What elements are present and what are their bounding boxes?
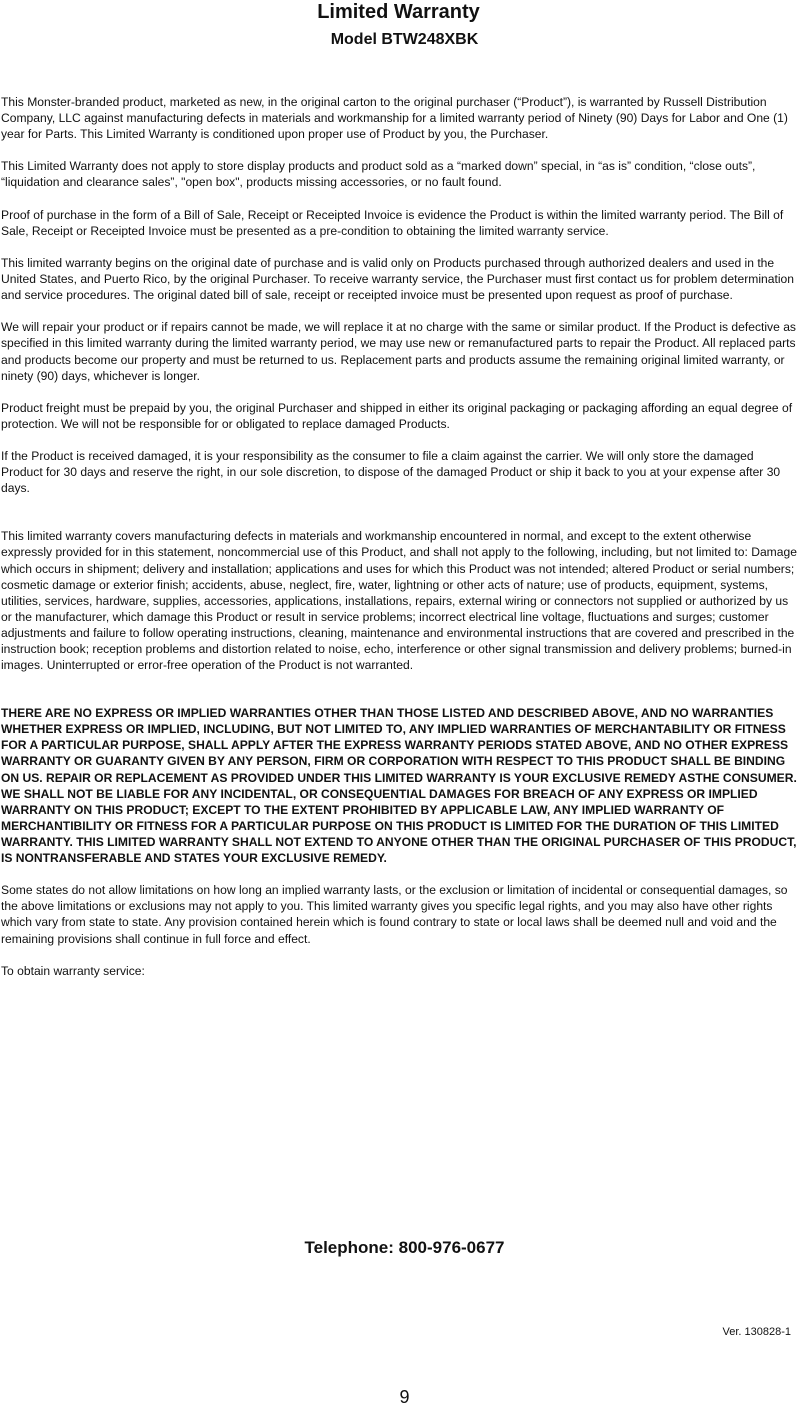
- warranty-body: [1, 94, 797, 995]
- paragraph-obtain-service: To obtain warranty service:: [1, 963, 145, 978]
- paragraph-disclaimer: THERE ARE NO EXPRESS OR IMPLIED WARRANTIES OTHER THAN THOSE LISTED AND DESCRIBED ABOVE, AND NO WARRANTIES WHETHER EXPRESS OR IMPLIED, INCLUDING, BUT NOT LIMITED TO, ANY IMPLIED WARRANTIES OF MERCHANTABILITY OR FITNESS FOR A PARTICULAR PURPOSE, SHALL APPLY AFTER THE EXPRESS WARRANTY PERIODS STATED ABOVE, AND NO OTHER EXPRESS WARRANTY OR GUARANTY GIVEN BY ANY PERSON, FIRM OR CORPORATION WITH RESPECT TO THIS PRODUCT SHALL BE BINDING ON US. REPAIR OR REPLACEMENT AS PROVIDED UNDER THIS LIMITED WARRANTY IS YOUR EXCLUSIVE REMEDY ASTHE CONSUMER. WE SHALL NOT BE LIABLE FOR ANY INCIDENTAL, OR CONSEQUENTIAL DAMAGES FOR BREACH OF ANY EXPRESS OR IMPLIED WARRANTY ON THIS PRODUCT; EXCEPT TO THE EXTENT PROHIBITED BY APPLICABLE LAW, ANY IMPLIED WARRANTY OF MERCHANTIBILITY OR FITNESS FOR A PARTICULAR PURPOSE ON THIS PRODUCT IS LIMITED FOR THE DURATION OF THIS LIMITED WARRANTY. THIS LIMITED WARRANTY SHALL NOT EXTEND TO ANYONE OTHER THAN THE ORIGINAL PURCHASER OF THIS PRODUCT, IS NONTRANSFERABLE AND STATES YOUR EXCLUSIVE REMEDY.: [1, 706, 797, 866]
- telephone-number: Telephone: 800-976-0677: [304, 1238, 505, 1257]
- paragraph-warranty-start: This limited warranty begins on the original date of purchase and is valid only on Products purchased through authorized dealers and used in the United States, and Puerto Rico, by the original Purchaser. To receive warranty service, the Purchaser must first contact us for problem determination and service procedures. The original dated bill of sale, receipt or receipted invoice must be presented upon request as proof of purchase.: [1, 255, 794, 303]
- model-number: Model BTW248XBK: [330, 31, 479, 48]
- paragraph-freight: Product freight must be prepaid by you, the original Purchaser and shipped in either its original packaging or packaging affording an equal degree of protection. We will not be responsible for or obligated to replace damaged Products.: [1, 400, 793, 431]
- paragraph-exclusions-display: This Limited Warranty does not apply to store display products and product sold as a “marked down” special, in “as is” condition, “close outs”, “liquidation and clearance sales”, "open box", products missing accessories, or no fault found.: [1, 159, 756, 190]
- paragraph-product-coverage: This Monster-branded product, marketed as new, in the original carton to the original purchaser (“Product”), is warranted by Russell Distribution Company, LLC against manufacturing defects in materials and workmanship for a limited warranty period of Ninety (90) Days for Labor and One (1) year for Parts. This Limited Warranty is conditioned upon proper use of Product by you, the Purchaser.: [1, 95, 788, 142]
- page-title: Limited Warranty: [317, 1, 480, 23]
- paragraph-state-rights: Some states do not allow limitations on how long an implied warranty lasts, or the exclusion or limitation of incidental or consequential damages, so the above limitations or exclusions may not apply to you. This limited warranty gives you specific legal rights, and you may also have other rights which vary from state to state. Any provision contained herein which is found contrary to state or local laws shall be deemed null and void and the remaining provisions shall continue in full force and effect.: [1, 883, 788, 946]
- page-number: 9: [399, 1387, 410, 1407]
- paragraph-proof-of-purchase: Proof of purchase in the form of a Bill of Sale, Receipt or Receipted Invoice is evidence the Product is within the limited warranty period. The Bill of Sale, Receipt or Receipted Invoice must be presented as a pre-condition to obtaining the limited warranty service.: [1, 207, 784, 238]
- version-label: Ver. 130828-1: [722, 1326, 791, 1338]
- paragraph-damaged-product: If the Product is received damaged, it is your responsibility as the consumer to file a claim against the carrier. We will only store the damaged Product for 30 days and reserve the right, in our sole discretion, to dispose of the damaged Product or ship it back to you at your expense after 30 days.: [1, 449, 781, 496]
- paragraph-coverage-limits: This limited warranty covers manufacturing defects in materials and workmanship encountered in normal, and except to the extent otherwise expressly provided for in this statement, noncommercial use of this Product, and shall not apply to the following, including, but not limited to: Damage which occurs in shipment; delivery and installation; applications and uses for which this Product was not intended; altered Product or serial numbers; cosmetic damage or exterior finish; accidents, abuse, neglect, fire, water, lightning or other acts of nature; use of products, equipment, systems, utilities, services, hardware, supplies, accessories, applications, installations, repairs, external wiring or connectors not supplied or authorized by us or the manufacturer, which damage this Product or result in service problems; incorrect electrical line voltage, fluctuations and surges; customer adjustments and failure to follow operating instructions, cleaning, maintenance and environmental instructions that are covered and prescribed in the instruction book; reception problems and distortion related to noise, echo, interference or other signal transmission and delivery problems; burned-in images. Uninterrupted or error-free operation of the Product is not warranted.: [1, 529, 797, 673]
- paragraph-repair-replace: We will repair your product or if repairs cannot be made, we will replace it at no charge with the same or similar product. If the Product is defective as specified in this limited warranty during the limited warranty period, we may use new or remanufactured parts to repair the Product. All replaced parts and products become our property and must be returned to us. Replacement parts and products assume the remaining original limited warranty, or ninety (90) days, whichever is longer.: [1, 320, 796, 383]
